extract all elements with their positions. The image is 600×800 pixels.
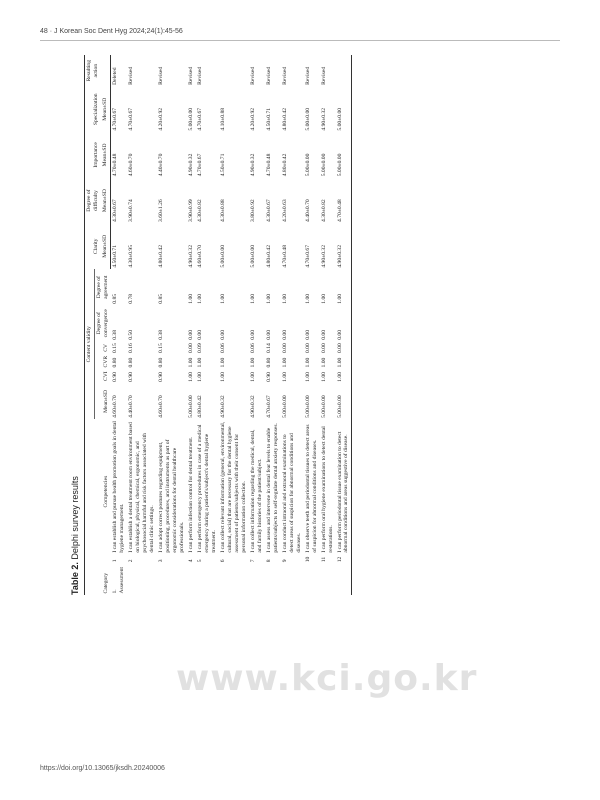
cell-cvr: 1.00 [304, 357, 311, 368]
cell-conv: 0.00 [196, 330, 203, 340]
cell-clar: 4.90±0.32 [320, 244, 327, 268]
cell-clar: 5.00±0.00 [219, 244, 226, 268]
cell-agr: 1.00 [304, 293, 311, 304]
cell-no: 4 [187, 559, 194, 563]
cell-cvi: 1.00 [249, 372, 256, 382]
header-cvi: CVI [102, 371, 109, 381]
cell-m: 4.80±0.42 [196, 395, 203, 418]
cell-act: Deleted [112, 67, 119, 85]
cell-imp: 4.90±0.32 [249, 153, 256, 177]
cell-cat [304, 564, 320, 595]
cell-no: 1 [111, 559, 118, 563]
table-row [111, 55, 127, 595]
header-convergence: Degree of convergence [95, 309, 109, 338]
cell-cv: 0.15 [157, 343, 164, 354]
cell-diff: 3.90±0.74 [127, 199, 134, 222]
cell-act [219, 55, 249, 86]
cell-diff: 3.90±0.99 [187, 199, 194, 222]
table-header [85, 55, 111, 595]
cell-conv: 0.00 [281, 330, 288, 340]
header-clarity: Clarity [85, 223, 102, 269]
cell-cvi: 1.00 [187, 372, 194, 382]
cell-cvr: 0.80 [157, 357, 164, 368]
table-caption [70, 55, 80, 595]
cell-diff: 4.30±0.82 [196, 199, 203, 222]
cell-cv: 0.06 [219, 343, 226, 354]
header-mean-sd-importance: Mean±SD [101, 132, 111, 178]
cell-clar: 4.80±0.42 [265, 244, 272, 268]
table-row [281, 55, 304, 595]
cell-cvr: 0.80 [127, 357, 134, 368]
table-row [336, 55, 352, 595]
cell-diff: 4.20±0.63 [281, 199, 288, 222]
table-title: Delphi survey results [70, 476, 80, 560]
table-row [196, 55, 219, 595]
cell-comp: I can adopt correct postures regarding equipment, positioning, procedures, and instruments as part of ergonomic considerations for dental healthcare professionals. [157, 439, 185, 553]
header-divider [40, 40, 560, 41]
cell-act: Revised [249, 66, 256, 85]
table-row [157, 55, 187, 595]
cell-cat [265, 564, 281, 595]
table-row [219, 55, 249, 595]
cell-diff: 3.80±0.92 [249, 199, 256, 222]
cell-no: 7 [249, 559, 256, 563]
cell-agr: 1.00 [219, 293, 226, 304]
cell-diff: 3.60±1.26 [157, 199, 164, 222]
cell-cvi: 1.00 [281, 372, 288, 382]
cell-cvr: 1.00 [336, 355, 352, 369]
cell-act [336, 55, 352, 86]
cell-cvi: 1.00 [219, 372, 226, 382]
cell-diff: 4.30±0.67 [265, 199, 272, 222]
cell-cv: 0.06 [249, 343, 256, 354]
table-row [304, 55, 320, 595]
cell-agr: 1.00 [320, 293, 327, 304]
cell-cat [157, 564, 187, 595]
cell-act: Revised [320, 66, 327, 85]
cell-imp: 4.70±0.48 [112, 153, 119, 177]
cell-conv: 0.00 [265, 330, 272, 340]
cell-agr: 1.00 [281, 293, 288, 304]
cell-cvi: 0.90 [157, 372, 164, 382]
cell-cv: 0.09 [196, 343, 203, 354]
cell-cvi: 1.00 [196, 372, 203, 382]
cell-agr: 0.85 [111, 293, 118, 304]
cell-cvi: 0.90 [265, 372, 272, 382]
header-cv: CV [102, 344, 109, 352]
cell-no: 3 [157, 559, 164, 563]
cell-conv: 0.38 [111, 330, 118, 340]
cell-cvr: 1.00 [249, 357, 256, 368]
cell-m: 4.90±0.32 [219, 395, 226, 418]
cell-no: 11 [320, 556, 327, 563]
header-mean-sd-validity: Mean±SD [102, 389, 109, 413]
header-category: Category [85, 564, 111, 595]
cell-conv: 0.00 [249, 330, 256, 340]
cell-imp: 4.70±0.67 [196, 153, 203, 177]
cell-act: Revised [157, 66, 164, 85]
cell-imp: 4.60±0.70 [127, 153, 134, 177]
cell-cat [336, 564, 352, 595]
header-importance: Importance [85, 132, 102, 178]
cell-diff: 4.30±0.67 [112, 199, 119, 222]
cell-agr: 1.00 [196, 293, 203, 304]
cell-imp: 4.40±0.70 [157, 153, 164, 177]
cell-clar: 4.90±0.32 [187, 244, 194, 268]
cell-m: 4.60±0.70 [111, 395, 118, 418]
cell-agr: 1.00 [249, 293, 256, 304]
cell-comp: I can perform infection control for dental treatment. [187, 436, 194, 553]
cell-diff: 4.40±0.70 [304, 199, 311, 222]
cell-cv: 0.00 [187, 343, 194, 354]
cell-cat [219, 564, 249, 595]
cell-diff: 4.30±0.82 [320, 199, 327, 222]
cell-act: Revised [127, 66, 134, 85]
cell-cvr: 1.00 [196, 357, 203, 368]
cell-imp: 5.00±0.00 [336, 132, 352, 178]
cell-comp: I can perform oral hygiene examinations to detect dental restorations. [320, 426, 334, 553]
cell-agr: 0.85 [157, 293, 164, 304]
table-row [249, 55, 265, 595]
cell-m: 4.70±0.67 [265, 395, 272, 418]
cell-no: 12 [336, 554, 352, 564]
cell-imp: 5.00±0.00 [320, 153, 327, 177]
cell-cv: 0.00 [304, 343, 311, 354]
header-competencies: Competencies [85, 419, 111, 563]
cell-clar: 4.60±0.70 [196, 244, 203, 268]
rotated-table-page [70, 55, 540, 595]
cell-no: 2 [127, 559, 134, 563]
cell-agr: 0.78 [127, 293, 134, 304]
cell-act: Revised [265, 66, 272, 85]
cell-no: 5 [196, 559, 203, 563]
header-difficulty: Degree of difficulty [85, 178, 102, 224]
cell-agr: 1.00 [187, 293, 194, 304]
cell-cvi: 1.00 [336, 369, 352, 383]
cell-spec: 4.70±0.67 [196, 107, 203, 131]
cell-m: 4.60±0.70 [157, 395, 164, 418]
table-row [265, 55, 281, 595]
cell-conv: 0.38 [157, 330, 164, 340]
header-mean-sd-difficulty: Mean±SD [101, 178, 111, 224]
cell-spec: 4.20±0.92 [157, 107, 164, 131]
cell-clar: 4.80±0.42 [157, 244, 164, 268]
cell-m: 5.00±0.00 [336, 383, 352, 419]
cell-cv: 0.00 [336, 341, 352, 354]
cell-m: 4.90±0.32 [249, 395, 256, 418]
cell-m: 5.00±0.00 [281, 395, 288, 418]
cell-cv: 0.00 [320, 343, 327, 354]
cell-conv: 0.00 [304, 330, 311, 340]
cell-cvi: 1.00 [304, 372, 311, 382]
cell-cat [196, 564, 219, 595]
cell-cvr: 0.80 [265, 357, 272, 368]
cell-act: Revised [187, 66, 194, 85]
cell-diff: 4.70±0.48 [336, 178, 352, 224]
kci-watermark: www.kci.go.kr [176, 658, 478, 699]
cell-conv: 0.00 [320, 330, 327, 340]
cell-no: 10 [304, 556, 311, 563]
cell-comp: I can perform periodontal tissue examination to detect abnormal conditions and areas suggestive of disease. [336, 419, 352, 554]
cell-clar: 4.90±0.32 [336, 223, 352, 269]
header-mean-sd-specialization: Mean±SD [101, 86, 111, 132]
cell-diff: 4.30±0.88 [219, 199, 226, 222]
table-row [320, 55, 336, 595]
cell-act: Revised [281, 66, 288, 85]
cell-spec: 4.20±0.92 [249, 107, 256, 131]
cell-cat [249, 564, 265, 595]
cell-cat [127, 564, 157, 595]
cell-spec: 4.70±0.67 [127, 107, 134, 131]
cell-conv: 0.50 [127, 330, 134, 340]
cell-agr: 1.00 [265, 293, 272, 304]
cell-comp: I can perform emergency procedures in case of a medical emergency during a patient's/subject's dental hygiene treatment. [196, 424, 217, 553]
cell-cvr: 1.00 [281, 357, 288, 368]
cell-clar: 4.70±0.67 [304, 244, 311, 268]
cell-m: 5.00±0.00 [320, 395, 327, 418]
cell-clar: 5.00±0.00 [249, 244, 256, 268]
table-row [187, 55, 196, 595]
cell-conv: 0.00 [187, 330, 194, 340]
cell-cat [320, 564, 336, 595]
cell-cat [281, 564, 304, 595]
cell-cat: 1. Assessment [111, 567, 125, 594]
cell-spec: 4.50±0.71 [265, 107, 272, 131]
cell-m: 5.00±0.00 [187, 395, 194, 418]
cell-m: 4.40±0.70 [127, 395, 134, 418]
cell-spec: 4.70±0.67 [112, 107, 119, 131]
header-agreement: Degree of agreement [95, 275, 109, 299]
cell-imp: 4.70±0.48 [265, 153, 272, 177]
cell-cvi: 0.90 [111, 372, 118, 382]
cell-spec: 5.00±0.00 [304, 107, 311, 131]
cell-comp: I can assess and intervene in dental fear levels to enable patients/subjects to self-regulate dental anxiety responses. [265, 423, 279, 553]
cell-cv: 0.00 [281, 343, 288, 354]
cell-cv: 0.15 [111, 343, 118, 354]
table-row [127, 55, 157, 595]
running-head: 48 · J Korean Soc Dent Hyg 2024;24(1):45-56 [40, 28, 183, 35]
cell-imp: 4.50±0.71 [219, 153, 226, 177]
cell-no: 6 [219, 559, 226, 563]
cell-agr: 1.00 [336, 269, 352, 305]
cell-no: 9 [281, 559, 288, 563]
delphi-results-table [84, 55, 352, 595]
cell-act: Revised [196, 66, 203, 85]
cell-imp: 4.90±0.32 [187, 153, 194, 177]
header-action-blank [101, 55, 111, 86]
header-content-validity: Content validity [85, 269, 95, 419]
cell-clar: 4.30±0.95 [127, 244, 134, 268]
cell-spec: 4.90±0.32 [320, 107, 327, 131]
table-number: Table 2. [70, 562, 80, 595]
cell-cvr: 1.00 [187, 357, 194, 368]
cell-cvr: 1.00 [320, 357, 327, 368]
cell-comp: I can conduct intraoral and extraoral examinations to detect areas of suspicion for abnormal conditions and diseases. [281, 433, 302, 553]
cell-cv: 0.14 [265, 343, 272, 354]
cell-clar: 4.50±0.71 [112, 244, 119, 268]
header-mean-sd-clarity: Mean±SD [101, 223, 111, 269]
table-body [111, 55, 352, 595]
doi-footer: https://doi.org/10.13065/jksdh.20240006 [40, 765, 165, 772]
cell-spec: 4.10±0.88 [219, 107, 226, 131]
cell-imp: 4.80±0.42 [281, 153, 288, 177]
cell-spec: 5.00±0.00 [187, 107, 194, 131]
cell-comp: I can establish and pursue health promotion goals in dental hygiene management. [111, 421, 125, 553]
cell-cvi: 0.90 [127, 372, 134, 382]
cell-imp: 5.00±0.00 [304, 153, 311, 177]
cell-comp: I can collect information regarding the medical, dental, and family histories of the patient/subject. [249, 429, 263, 553]
cell-m: 5.00±0.00 [304, 395, 311, 418]
cell-cv: 0.16 [127, 343, 134, 354]
header-specialization: Specialization [85, 86, 102, 132]
cell-spec: 5.00±0.00 [336, 86, 352, 132]
cell-cat [187, 564, 196, 595]
cell-no: 8 [265, 559, 272, 563]
cell-cvr: 0.80 [111, 357, 118, 368]
cell-cvr: 1.00 [219, 357, 226, 368]
cell-comp: I can observe teeth and periodontal tissues to detect areas of suspicion for abnormal conditions and diseases. [304, 424, 318, 553]
cell-clar: 4.70±0.48 [281, 244, 288, 268]
cell-comp: I can establish a dental treatment room environment based on biological, physical, chemical, ergonomic, and psychosocial harmful and risk factors associated with dental clinic settings. [127, 422, 155, 553]
cell-comp: I can collect relevant information (general, environmental, cultural, social) that are necessary for the dental hygiene assessment of patients/subjects with their consent for personal information collection. [219, 421, 247, 553]
cell-conv: 0.00 [336, 305, 352, 341]
cell-cvi: 1.00 [320, 372, 327, 382]
cell-act: Revised [304, 66, 311, 85]
cell-conv: 0.00 [219, 330, 226, 340]
header-cvr: CVR [102, 355, 109, 368]
header-resulting-action: Resulting action [85, 55, 102, 86]
cell-spec: 4.80±0.42 [281, 107, 288, 131]
